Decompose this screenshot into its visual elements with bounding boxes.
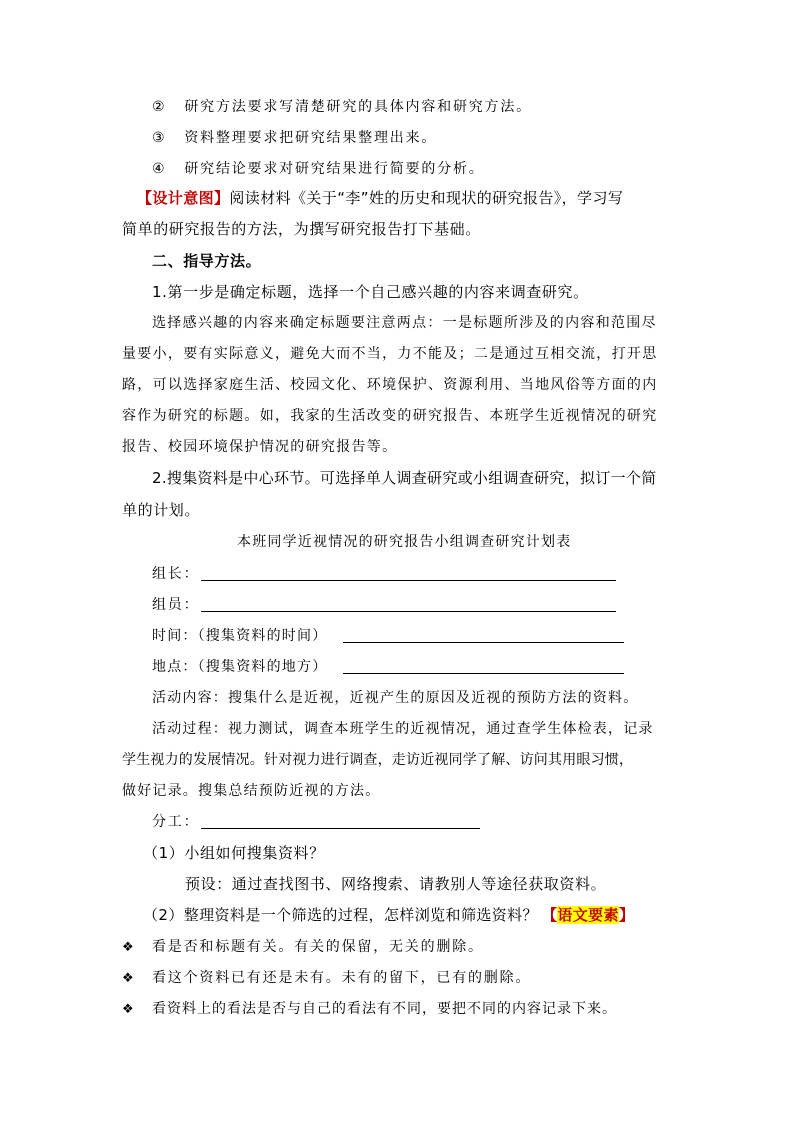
tag-bracket: 【 [541, 906, 558, 924]
requirement-4 [152, 162, 485, 176]
plan-members-blank [201, 611, 616, 612]
question-1: （1）小组如何搜集资料？ [143, 844, 325, 862]
plan-leader-blank [201, 580, 616, 581]
preset-answer: 预设：通过查找图书、网络搜索、请教别人等途径获取资料。 [185, 875, 607, 893]
diamond-bullet-icon: ❖ [122, 940, 134, 955]
step1-title: 1.第一步是确定标题，选择一个自己感兴趣的内容来调查研究。 [152, 283, 589, 301]
requirement-text: 研究结论要求对研究结果进行简要的分析。 [184, 161, 485, 177]
plan-division-blank [201, 828, 480, 829]
requirement-2 [152, 100, 532, 114]
section-title: 二、指导方法。 [152, 252, 262, 270]
plan-leader-label: 组长： [152, 566, 200, 582]
bullet-item: 看资料上的看法是否与自己的看法有不同，要把不同的内容记录下来。 [152, 1001, 617, 1017]
plan-members-label: 组员： [152, 597, 200, 613]
plan-time-blank [343, 642, 624, 643]
step1-paragraph-line: 报告、校园环境保护情况的研究报告等。 [122, 439, 398, 455]
step1-paragraph-line: 容作为研究的标题。如，我家的生活改变的研究报告、本班学生近视情况的研究 [122, 408, 658, 424]
requirement-number: ② [152, 99, 167, 115]
requirement-number: ④ [152, 161, 167, 177]
requirement-number: ③ [152, 130, 167, 146]
tag-bracket: 】 [618, 906, 635, 924]
design-intent-text: 阅读材料《关于“李”姓的历史和现状的研究报告》，学习写 [229, 189, 624, 207]
bullet-item: 看是否和标题有关。有关的保留，无关的删除。 [152, 939, 484, 955]
step1-paragraph-line: 路，可以选择家庭生活、校园文化、环境保护、资源利用、当地风俗等方面的内 [122, 377, 658, 393]
bullet-item: 看这个资料已有还是未有。未有的留下，已有的删除。 [152, 970, 532, 986]
requirement-3 [152, 131, 437, 145]
requirement-text: 研究方法要求写清楚研究的具体内容和研究方法。 [184, 99, 532, 115]
requirement-text: 资料整理要求把研究结果整理出来。 [184, 130, 438, 146]
question-2 [143, 908, 634, 923]
plan-division-label: 分工： [152, 814, 200, 830]
plan-process-line: 做好记录。搜集总结预防近视的方法。 [122, 783, 381, 799]
design-intent-line1 [137, 191, 623, 206]
design-intent-label: 【设计意图】 [137, 189, 230, 207]
question-2-tag-wrapper [538, 906, 634, 924]
plan-process-line: 学生视力的发展情况。针对视力进行调查，走访近视同学了解、访问其用眼习惯， [122, 752, 634, 768]
plan-place-label: 地点：（搜集资料的地方） [152, 659, 328, 675]
chinese-element-tag: 语文要素 [557, 906, 619, 924]
step1-paragraph-line: 选择感兴趣的内容来确定标题要注意两点：一是标题所涉及的内容和范围尽 [152, 315, 657, 331]
step2-line1: 2.搜集资料是中心环节。可选择单人调查研究或小组调查研究，拟订一个简 [152, 469, 657, 487]
diamond-bullet-icon: ❖ [122, 971, 134, 986]
design-intent-line2: 简单的研究报告的方法，为撰写研究报告打下基础。 [122, 220, 481, 238]
plan-place-blank [343, 673, 624, 674]
plan-content: 活动内容：搜集什么是近视，近视产生的原因及近视的预防方法的资料。 [152, 690, 639, 706]
plan-process-line: 活动过程：视力测试，调查本班学生的近视情况，通过查学生体检表，记录 [152, 721, 654, 737]
diamond-bullet-icon: ❖ [122, 1002, 134, 1017]
plan-title: 本班同学近视情况的研究报告小组调查研究计划表 [237, 534, 572, 550]
plan-time-label: 时间：（搜集资料的时间） [152, 628, 328, 644]
step1-paragraph-line: 量要小，要有实际意义，避免大而不当，力不能及；二是通过互相交流，打开思 [122, 346, 658, 362]
step2-line2: 单的计划。 [122, 501, 201, 519]
question-2-text: （2）整理资料是一个筛选的过程，怎样浏览和筛选资料？ [143, 906, 538, 924]
